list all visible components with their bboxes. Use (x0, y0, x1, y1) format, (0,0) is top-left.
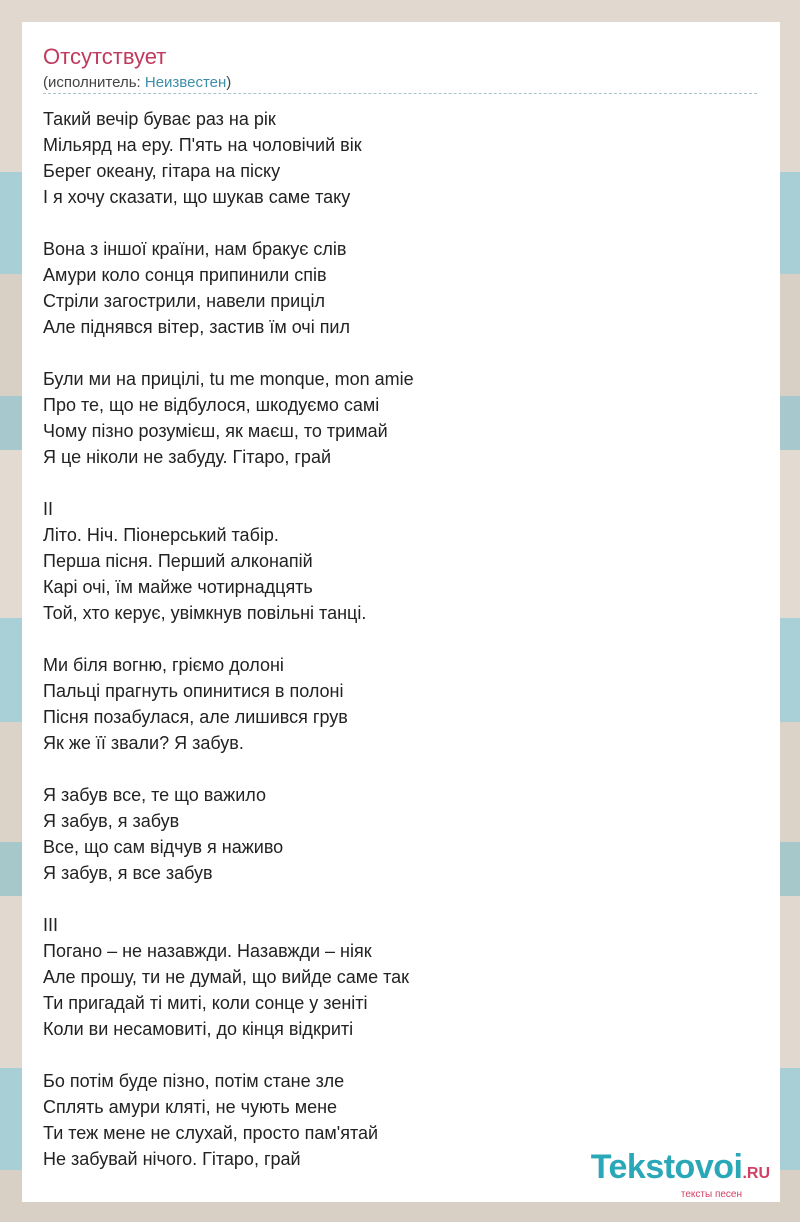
lyric-line: Вона з іншої країни, нам бракує слів (43, 239, 347, 259)
stanza-gap (43, 470, 757, 496)
stanza-gap (43, 340, 757, 366)
song-title: Отсутствует (43, 44, 167, 69)
lyric-line: Були ми на прицілі, tu me monque, mon amie (43, 369, 414, 389)
lyric-line: Пальці прагнуть опинитися в полоні (43, 681, 344, 701)
lyric-line: Ти пригадай ті миті, коли сонце у зеніті (43, 993, 368, 1013)
site-logo[interactable] (591, 1150, 770, 1200)
lyric-line: Але прошу, ти не думай, що вийде саме так (43, 967, 410, 987)
lyric-line: Все, що сам відчув я наживо (43, 837, 284, 857)
lyric-line: Як же її звали? Я забув. (43, 733, 244, 753)
artist-suffix: ) (226, 74, 232, 91)
lyric-line: II (43, 499, 54, 519)
lyric-line: Але піднявся вітер, застив їм очі пил (43, 317, 350, 337)
lyric-line: Ми біля вогню, гріємо долоні (43, 655, 284, 675)
lyric-line: Я забув, я все забув (43, 863, 213, 883)
lyrics-body (43, 106, 757, 1172)
dashed-divider (43, 93, 757, 94)
logo-wordmark (591, 1150, 770, 1191)
lyric-line: Стріли загострили, навели приціл (43, 291, 326, 311)
lyric-line: Про те, що не відбулося, шкодуємо самі (43, 395, 380, 415)
lyric-line: Я забув, я забув (43, 811, 180, 831)
lyric-line: Берег океану, гітара на піску (43, 161, 281, 181)
lyric-line: Той, хто керує, увімкнув повільні танці. (43, 603, 367, 623)
stanza-gap (43, 626, 757, 652)
stanza-gap (43, 756, 757, 782)
lyric-line: Не забувай нічого. Гітаро, грай (43, 1149, 301, 1169)
lyric-line: III (43, 915, 59, 935)
lyric-line: Бо потім буде пізно, потім стане зле (43, 1071, 345, 1091)
lyric-line: Погано – не назавжди. Назавжди – ніяк (43, 941, 372, 961)
artist-link[interactable]: Неизвестен (144, 74, 227, 91)
lyric-line: Мільярд на еру. П'ять на чоловічий вік (43, 135, 362, 155)
stanza-gap (43, 210, 757, 236)
lyric-line: Амури коло сонця припинили спів (43, 265, 327, 285)
lyric-line: Карі очі, їм майже чотирнадцять (43, 577, 313, 597)
stanza-gap (43, 1042, 757, 1068)
lyric-line: Я забув все, те що важило (43, 785, 266, 805)
lyric-line: Чому пізно розумієш, як маєш, то тримай (43, 421, 388, 441)
stanza-gap (43, 886, 757, 912)
lyrics-card (22, 22, 780, 1202)
lyric-line: Такий вечір буває раз на рік (43, 109, 276, 129)
lyric-line: Перша пісня. Перший алконапій (43, 551, 313, 571)
lyric-line: Ти теж мене не слухай, просто пам'ятай (43, 1123, 379, 1143)
lyric-line: Літо. Ніч. Піонерський табір. (43, 525, 279, 545)
artist-line (43, 74, 231, 91)
artist-prefix: (исполнитель: (43, 74, 145, 91)
lyric-line: Пісня позабулася, але лишився грув (43, 707, 348, 727)
lyric-line: Коли ви несамовиті, до кінця відкриті (43, 1019, 354, 1039)
lyric-line: Я це ніколи не забуду. Гітаро, грай (43, 447, 332, 467)
logo-tagline: тексты песен (680, 1189, 742, 1200)
lyric-line: Сплять амури кляті, не чують мене (43, 1097, 338, 1117)
logo-tld: .RU (742, 1165, 770, 1182)
logo-main-text: Tekstovoi (590, 1148, 743, 1186)
lyric-line: І я хочу сказати, що шукав саме таку (43, 187, 351, 207)
